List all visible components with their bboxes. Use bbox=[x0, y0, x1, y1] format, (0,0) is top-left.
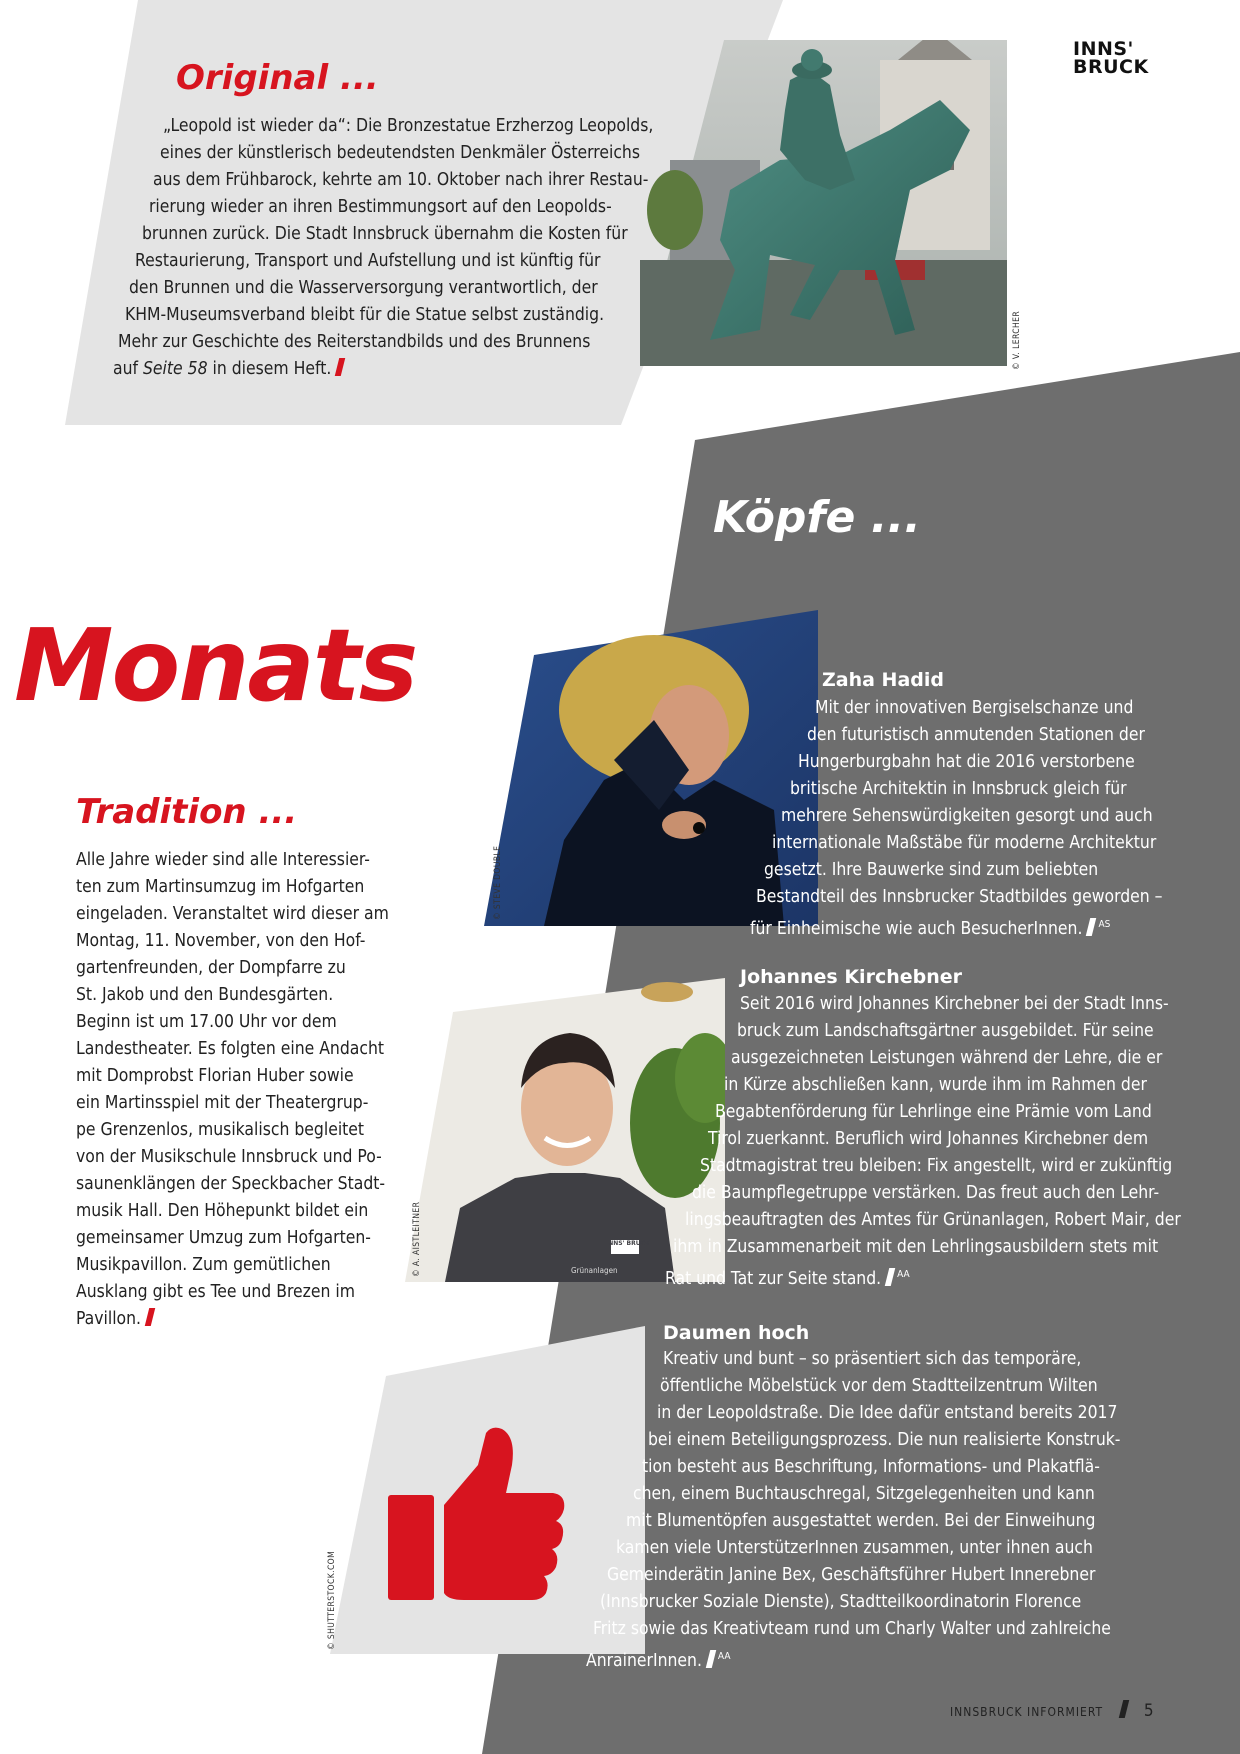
thumb-icon-credit: © SHUTTERSTOCK.COM bbox=[327, 1550, 337, 1650]
hadid-line: gesetzt. Ihre Bauwerke sind zum beliebten bbox=[764, 860, 1099, 880]
original-line: aus dem Frühbarock, kehrte am 10. Oktober nach ihrer Restau- bbox=[153, 170, 649, 190]
hadid-line: Hungerburgbahn hat die 2016 verstorbene bbox=[798, 752, 1135, 772]
tradition-line: Alle Jahre wieder sind alle Interessier- bbox=[76, 850, 370, 870]
tradition-line: saunenklängen der Speckbacher Stadt- bbox=[76, 1174, 386, 1194]
page-footer bbox=[950, 1700, 1154, 1721]
hadid-name: Zaha Hadid bbox=[822, 669, 944, 691]
daumen-line: (Innsbrucker Soziale Dienste), Stadtteilkoordinatorin Florence bbox=[600, 1592, 1082, 1612]
tradition-line: Beginn ist um 17.00 Uhr vor dem bbox=[76, 1012, 337, 1032]
kirchebner-line: in Kürze abschließen kann, wurde ihm im Rahmen der bbox=[724, 1075, 1147, 1095]
hadid-line: mehrere Sehenswürdigkeiten gesorgt und auch bbox=[781, 806, 1153, 826]
page-number: 5 bbox=[1143, 1701, 1154, 1721]
original-heading: Original ... bbox=[176, 58, 379, 98]
original-line: eines der künstlerisch bedeutendsten Denkmäler Österreichs bbox=[160, 143, 640, 163]
kirchebner-body bbox=[0, 991, 1240, 1293]
end-mark-icon bbox=[885, 1268, 895, 1286]
kirchebner-name: Johannes Kirchebner bbox=[740, 966, 962, 988]
daumen-line: bei einem Beteiligungsprozess. Die nun realisierte Konstruk- bbox=[648, 1430, 1121, 1450]
daumen-line: Fritz sowie das Kreativteam rund um Charly Walter und zahlreiche bbox=[593, 1619, 1111, 1639]
brand-logo bbox=[1073, 40, 1149, 76]
author-initials: AA bbox=[897, 1269, 910, 1280]
monats-heading: Monats bbox=[14, 607, 417, 724]
daumen-line: öffentliche Möbelstück vor dem Stadtteilzentrum Wilten bbox=[660, 1376, 1098, 1396]
tradition-line: St. Jakob und den Bundesgärten. bbox=[76, 985, 334, 1005]
daumen-line: tion besteht aus Beschriftung, Informations- und Plakatflä- bbox=[642, 1457, 1100, 1477]
tradition-line: pe Grenzenlos, musikalisch begleitet bbox=[76, 1120, 365, 1140]
hadid-line: Bestandteil des Innsbrucker Stadtbildes geworden – bbox=[756, 887, 1163, 907]
tradition-line: Ausklang gibt es Tee und Brezen im bbox=[76, 1282, 355, 1302]
tradition-line: eingeladen. Veranstaltet wird dieser am bbox=[76, 904, 389, 924]
author-initials: AA bbox=[717, 1651, 731, 1662]
tradition-heading: Tradition ... bbox=[76, 792, 298, 832]
daumen-line-last bbox=[586, 1643, 1240, 1675]
kirchebner-line: die Baumpflegetruppe verstärken. Das freut auch den Lehr- bbox=[692, 1183, 1160, 1203]
original-line: Restaurierung, Transport und Aufstellung und ist künftig für bbox=[135, 251, 601, 271]
original-line: „Leopold ist wieder da“: Die Bronzestatue Erzherzog Leopolds, bbox=[163, 116, 654, 136]
tradition-line: mit Domprobst Florian Huber sowie bbox=[76, 1066, 354, 1086]
footer-label: INNSBRUCK INFORMIERT bbox=[950, 1705, 1104, 1719]
daumen-line: AnrainerInnen. bbox=[586, 1651, 702, 1671]
footer-slash-icon bbox=[1119, 1700, 1129, 1718]
original-line: Mehr zur Geschichte des Reiterstandbilds und des Brunnens bbox=[118, 332, 591, 352]
hadid-line: Mit der innovativen Bergiselschanze und bbox=[815, 698, 1134, 718]
tradition-line: musik Hall. Den Höhepunkt bildet ein bbox=[76, 1201, 369, 1221]
original-last-suffix: in diesem Heft. bbox=[207, 359, 332, 379]
kirchebner-line-last bbox=[665, 1261, 1240, 1293]
kirchebner-line: Stadtmagistrat treu bleiben: Fix angestellt, wird er zukünftig bbox=[700, 1156, 1173, 1176]
tradition-line: gartenfreunden, der Dompfarre zu bbox=[76, 958, 346, 978]
logo-line-1: INNS' bbox=[1073, 38, 1134, 60]
shirt-logo: INNS' BRUCK bbox=[606, 1240, 650, 1247]
tradition-line-last bbox=[76, 1306, 406, 1333]
tradition-line: Montag, 11. November, von den Hof- bbox=[76, 931, 366, 951]
kirchebner-line: lingsbeauftragten des Amtes für Grünanlagen, Robert Mair, der bbox=[685, 1210, 1181, 1230]
kirchebner-line: ausgezeichneten Leistungen während der Lehre, die er bbox=[731, 1048, 1163, 1068]
tradition-line: Landestheater. Es folgten eine Andacht bbox=[76, 1039, 385, 1059]
daumen-line: kamen viele UnterstützerInnen zusammen, unter ihnen auch bbox=[616, 1538, 1093, 1558]
original-line: rierung wieder an ihren Bestimmungsort auf den Leopolds- bbox=[149, 197, 612, 217]
hadid-body bbox=[0, 695, 1240, 943]
daumen-line: chen, einem Buchtauschregal, Sitzgelegenheiten und kann bbox=[633, 1484, 1095, 1504]
hadid-line-last bbox=[750, 911, 1240, 943]
author-initials: AS bbox=[1098, 919, 1111, 930]
tradition-line: von der Musikschule Innsbruck und Po- bbox=[76, 1147, 382, 1167]
original-last-prefix: auf bbox=[113, 359, 143, 379]
original-line-last bbox=[113, 356, 700, 383]
hadid-photo-credit: © STEVE DOUBLE bbox=[493, 845, 503, 920]
kirchebner-line: Seit 2016 wird Johannes Kirchebner bei der Stadt Inns- bbox=[740, 994, 1169, 1014]
kirchebner-line: Rat und Tat zur Seite stand. bbox=[665, 1269, 882, 1289]
end-mark-icon bbox=[1086, 918, 1096, 936]
hadid-line: internationale Maßstäbe für moderne Architektur bbox=[772, 833, 1157, 853]
original-line: den Brunnen und die Wasserversorgung verantwortlich, der bbox=[129, 278, 598, 298]
hadid-line: für Einheimische wie auch BesucherInnen. bbox=[750, 919, 1083, 939]
tradition-line: ein Martinsspiel mit der Theatergrup- bbox=[76, 1093, 369, 1113]
kirchebner-line: Tirol zuerkannt. Beruflich wird Johannes Kirchebner dem bbox=[708, 1129, 1149, 1149]
tradition-line: ten zum Martinsumzug im Hofgarten bbox=[76, 877, 365, 897]
hadid-line: den futuristisch anmutenden Stationen der bbox=[807, 725, 1145, 745]
daumen-heading: Daumen hoch bbox=[663, 1322, 810, 1344]
logo-line-2: BRUCK bbox=[1073, 56, 1149, 78]
daumen-line: Gemeinderätin Janine Bex, Geschäftsführer Hubert Innerebner bbox=[607, 1565, 1096, 1585]
daumen-line: Kreativ und bunt – so präsentiert sich das temporäre, bbox=[663, 1349, 1082, 1369]
daumen-body bbox=[0, 1346, 1240, 1675]
hadid-line: britische Architektin in Innsbruck gleich für bbox=[790, 779, 1127, 799]
page-reference-link[interactable]: Seite 58 bbox=[142, 359, 208, 379]
end-mark-icon bbox=[145, 1308, 155, 1326]
original-photo-credit: © V. LERCHER bbox=[1012, 310, 1022, 370]
kirchebner-line: ihm in Zusammenarbeit mit den Lehrlingsausbildern stets mit bbox=[673, 1237, 1159, 1257]
original-line: KHM-Museumsverband bleibt für die Statue selbst zuständig. bbox=[125, 305, 605, 325]
tradition-line: gemeinsamer Umzug zum Hofgarten- bbox=[76, 1228, 371, 1248]
original-body bbox=[0, 113, 700, 383]
tradition-line: Pavillon. bbox=[76, 1309, 141, 1329]
kirchebner-photo-credit: © A. AISTLEITNER bbox=[412, 1201, 422, 1277]
daumen-line: in der Leopoldstraße. Die Idee dafür entstand bereits 2017 bbox=[657, 1403, 1118, 1423]
end-mark-icon bbox=[706, 1650, 716, 1668]
shirt-text: Grünanlagen bbox=[571, 1266, 618, 1275]
original-line: brunnen zurück. Die Stadt Innsbruck übernahm die Kosten für bbox=[142, 224, 628, 244]
koepfe-heading: Köpfe ... bbox=[713, 492, 921, 543]
kirchebner-line: Begabtenförderung für Lehrlinge eine Prämie vom Land bbox=[715, 1102, 1152, 1122]
tradition-line: Musikpavillon. Zum gemütlichen bbox=[76, 1255, 331, 1275]
end-mark-icon bbox=[335, 358, 345, 376]
daumen-line: mit Blumentöpfen ausgestattet werden. Bei der Einweihung bbox=[626, 1511, 1096, 1531]
kirchebner-line: bruck zum Landschaftsgärtner ausgebildet. Für seine bbox=[737, 1021, 1154, 1041]
